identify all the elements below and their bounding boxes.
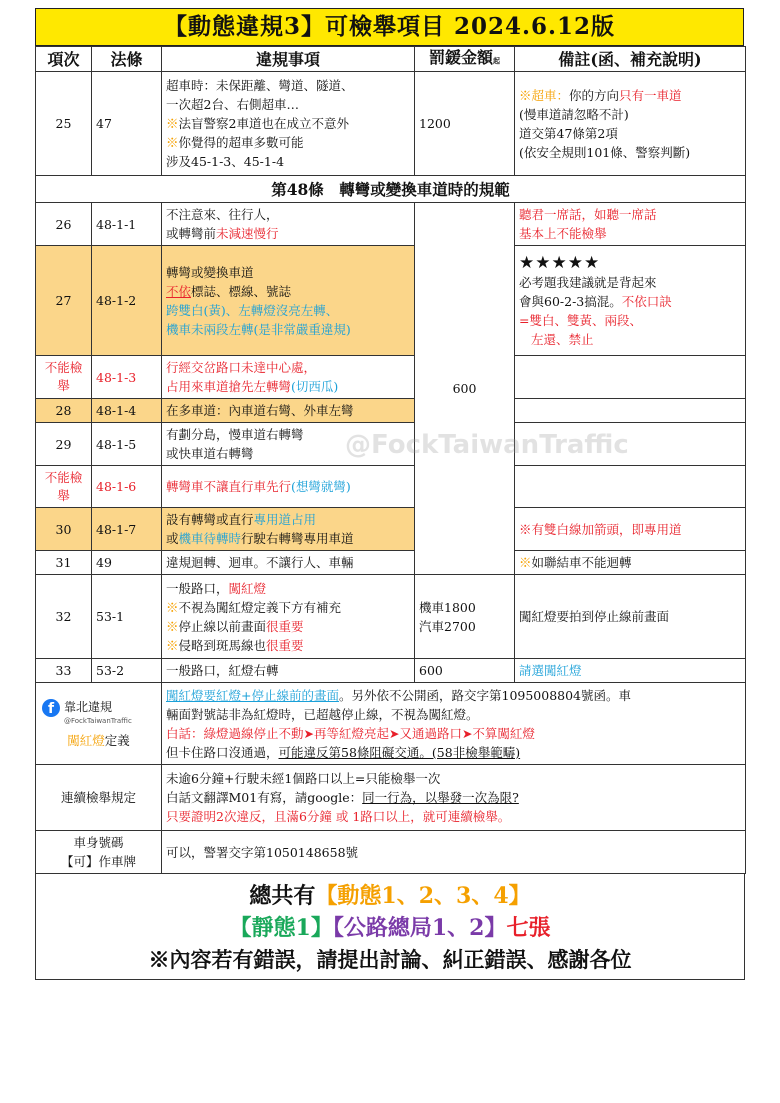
line: 有劃分島，慢車道右轉彎	[166, 427, 304, 442]
text: 但卡住路口沒通過，	[166, 744, 279, 760]
text: 【公路總局1、2】	[332, 915, 507, 941]
item-number: 32	[36, 575, 92, 659]
line: 或快車道右轉彎	[166, 446, 254, 461]
line: 只要證明2次違反，且滿6分鐘 或 1路口以上，就可連續檢舉。	[166, 809, 511, 824]
text: 同一行為，以舉發一次為限?	[362, 790, 519, 805]
rating-stars: ★★★★★	[519, 252, 601, 273]
header-fine	[415, 47, 515, 72]
line	[166, 529, 410, 548]
footer-line	[36, 912, 744, 944]
line: 未逾6分鐘+行駛未經1個路口以上=只能檢舉一次	[166, 771, 441, 786]
note-text: ※有雙白線加箭頭，即專用道	[515, 508, 746, 551]
line	[166, 224, 410, 243]
item-number: 不能檢舉	[36, 466, 92, 508]
text: 闖紅燈	[67, 733, 105, 748]
line	[166, 282, 410, 301]
text: 【靜態1】	[229, 915, 333, 941]
text: 總共有	[249, 883, 316, 909]
text: 闖紅燈	[228, 580, 267, 596]
text: 占用來車道搶先左轉彎	[166, 379, 292, 394]
table-row	[36, 575, 746, 659]
line: 行經交岔路口未達中心處，	[166, 360, 317, 375]
item-number: 31	[36, 551, 92, 575]
violation-text	[162, 575, 415, 659]
note-text	[515, 72, 746, 176]
text: 。另外依不公開函，路交字第1095008804號函。車	[338, 687, 632, 703]
text: 或	[166, 531, 179, 546]
text: 會與60-2-3搞混。	[519, 293, 622, 309]
note-text	[515, 551, 746, 575]
item-number: 30	[36, 508, 92, 551]
violation-text	[162, 356, 415, 399]
text: 你的方向	[569, 87, 620, 103]
note-text	[515, 356, 746, 399]
violation-text	[162, 508, 415, 551]
footer-summary	[35, 874, 745, 980]
continuous-report-row	[36, 765, 746, 831]
table-row	[36, 246, 746, 356]
note-mark: ※	[519, 555, 532, 570]
text: 可能違反第58條阻礙交通。(58非檢舉範疇)	[278, 744, 521, 760]
text: 設有轉彎或直行	[166, 512, 254, 527]
table-row	[36, 551, 746, 575]
law-number: 47	[92, 72, 162, 176]
plate-label	[36, 831, 162, 874]
line	[166, 579, 410, 598]
item-number: 27	[36, 246, 92, 356]
text: 很重要	[266, 618, 304, 634]
line: 白話：綠燈過線停止不動➤再等紅燈亮起➤又通過路口➤不算闖紅燈	[166, 725, 535, 741]
line	[166, 377, 410, 396]
text: 很重要	[266, 637, 304, 653]
line: 汽車2700	[419, 618, 476, 634]
law-number: 53-2	[92, 659, 162, 683]
fine-amount	[415, 575, 515, 659]
line	[166, 686, 741, 705]
header-item: 項次	[36, 47, 92, 72]
line	[166, 743, 741, 762]
line	[166, 133, 410, 152]
violation-text	[162, 203, 415, 246]
text: 你覺得的超車多數可能	[178, 135, 304, 150]
line	[166, 636, 410, 655]
watermark: @FockTaiwanTraffic	[345, 430, 629, 460]
text: ※超車：	[519, 87, 570, 103]
header-fine-label: 罰鍰金額	[428, 48, 493, 67]
violation-text	[162, 423, 415, 466]
text: 停止線以前畫面	[178, 618, 267, 634]
note-text	[515, 423, 746, 466]
fine-amount-shared: 600	[415, 203, 515, 575]
table-row	[36, 72, 746, 176]
text: 七張	[506, 915, 551, 941]
violation-text: 違規迴轉、迴車。不讓行人、車輛	[162, 551, 415, 575]
note-text: 闖紅燈要拍到停止線前畫面	[515, 575, 746, 659]
line: 左還、禁止	[531, 331, 594, 347]
text: 機車待轉時	[178, 531, 242, 546]
item-number: 26	[36, 203, 92, 246]
footer-line: ※內容若有錯誤，請提出討論、糾正錯誤、感謝各位	[148, 947, 632, 972]
text: 不依口訣	[621, 293, 672, 309]
text: 如聯結車不能迴轉	[531, 555, 632, 570]
brand-cell	[36, 683, 162, 765]
brand-handle: @FockTaiwanTraffic	[64, 717, 132, 725]
line	[166, 510, 410, 529]
item-number: 25	[36, 72, 92, 176]
law-number: 48-1-1	[92, 203, 162, 246]
red-light-definition	[162, 683, 746, 765]
text: 定義	[104, 733, 130, 748]
red-light-definition-row	[36, 683, 746, 765]
item-number: 33	[36, 659, 92, 683]
section-heading: 第48條 轉彎或變換車道時的規範	[36, 176, 746, 203]
table-header	[36, 47, 746, 72]
section-heading-row	[36, 176, 746, 203]
line	[166, 788, 741, 807]
line	[166, 114, 410, 133]
text: 行駛右轉彎專用車道	[241, 531, 354, 546]
violation-text: 一般路口，紅燈右轉	[162, 659, 415, 683]
line	[166, 598, 410, 617]
note-mark: ※	[166, 637, 179, 653]
table-row	[36, 659, 746, 683]
law-number: 48-1-4	[92, 399, 162, 423]
fine-amount: 1200	[415, 72, 515, 176]
item-number: 28	[36, 399, 92, 423]
text: 標誌、標線、號誌	[191, 283, 292, 299]
line: 一次超2台、右側超車…	[166, 97, 299, 112]
violations-table	[35, 46, 746, 874]
header-violation: 違規事項	[162, 47, 415, 72]
note-text	[515, 246, 746, 356]
text: 未減速慢行	[216, 226, 279, 241]
violation-text	[162, 246, 415, 356]
line: 車身號碼	[73, 835, 124, 850]
line: 跨雙白(黃)、左轉燈沒亮左轉、	[166, 302, 339, 318]
item-number: 不能檢舉	[36, 356, 92, 399]
line: 機車1800	[419, 599, 476, 615]
text: 侵略到斑馬線也	[178, 637, 267, 653]
note-mark: ※	[166, 618, 179, 634]
continuous-label: 連續檢舉規定	[36, 765, 162, 831]
law-number: 48-1-7	[92, 508, 162, 551]
violation-text	[162, 466, 415, 508]
line: =雙白、雙黃、兩段、	[519, 312, 642, 328]
law-number: 48-1-5	[92, 423, 162, 466]
line	[519, 292, 741, 311]
violation-text	[162, 72, 415, 176]
law-number: 49	[92, 551, 162, 575]
header-note: 備註(函、補充說明)	[515, 47, 746, 72]
plate-text: 可以，警署交字第1050148658號	[162, 831, 746, 874]
note-mark: ※	[166, 135, 179, 150]
footer-line	[36, 874, 744, 912]
law-number: 48-1-2	[92, 246, 162, 356]
note-text	[515, 399, 746, 423]
line: 機車未兩段左轉(是非常嚴重違規)	[166, 321, 351, 337]
line: 聽君一席話，如聽一席話	[519, 207, 657, 222]
text: (切西瓜)	[291, 379, 339, 394]
line: 必考題我建議就是背起來	[519, 274, 657, 290]
text: 白話文翻譯M01有寫，請google：	[166, 790, 363, 805]
text: 專用道占用	[253, 512, 317, 527]
brand-block	[40, 697, 157, 725]
table-row	[36, 466, 746, 508]
line: 轉彎或變換車道	[166, 264, 254, 280]
law-number: 48-1-3	[92, 356, 162, 399]
law-number: 53-1	[92, 575, 162, 659]
text: 闖紅燈要紅燈+停止線前的畫面	[166, 687, 339, 703]
note-mark: ※	[166, 116, 179, 131]
law-number: 48-1-6	[92, 466, 162, 508]
table-row	[36, 399, 746, 423]
line: (慢車道請忽略不計)	[519, 106, 629, 122]
brand-name: 靠北違規	[63, 700, 112, 714]
table-row	[36, 203, 746, 246]
line: 道交第47條第2項	[519, 125, 618, 141]
line: 不注意來、往行人，	[166, 207, 279, 222]
document-sheet	[35, 8, 744, 980]
table-row	[36, 423, 746, 466]
text: (想彎就彎)	[291, 479, 351, 494]
note-text	[515, 203, 746, 246]
note-text	[515, 466, 746, 508]
facebook-icon: f	[42, 699, 60, 717]
text: 【動態1、2、3、4】	[315, 883, 531, 909]
text: 法盲警察2車道也在成立不意外	[178, 116, 349, 131]
note-text: 請選闖紅燈	[515, 659, 746, 683]
line: 超車時：未保距離、彎道、隧道、	[166, 78, 354, 93]
line	[519, 86, 741, 105]
table-row	[36, 508, 746, 551]
fine-amount: 600	[415, 659, 515, 683]
page-title: 【動態違規3】可檢舉項目 2024.6.12版	[35, 8, 744, 46]
text: 不視為闖紅燈定義下方有補充	[178, 599, 342, 615]
line: 涉及45-1-3、45-1-4	[166, 154, 285, 169]
line: (依安全規則101條、警察判斷)	[519, 144, 691, 160]
item-number: 29	[36, 423, 92, 466]
text: 轉彎車不讓直行車先行	[166, 479, 292, 494]
violation-text: 在多車道：內車道右彎、外車左彎	[162, 399, 415, 423]
line: 【可】作車牌	[60, 854, 136, 869]
continuous-rule	[162, 765, 746, 831]
text: 只有一車道	[619, 87, 682, 103]
text: 不依	[166, 283, 192, 299]
line: 基本上不能檢舉	[519, 226, 607, 241]
red-light-label	[40, 731, 157, 750]
text: 一般路口，	[166, 580, 229, 596]
text: 或轉彎前	[166, 226, 217, 241]
line	[166, 617, 410, 636]
line: 輛面對號誌非為紅燈時，已超越停止線，不視為闖紅燈。	[166, 706, 479, 722]
note-mark: ※	[166, 599, 179, 615]
header-fine-suffix: 起	[493, 56, 500, 65]
table-row	[36, 356, 746, 399]
plate-row	[36, 831, 746, 874]
header-law: 法條	[92, 47, 162, 72]
